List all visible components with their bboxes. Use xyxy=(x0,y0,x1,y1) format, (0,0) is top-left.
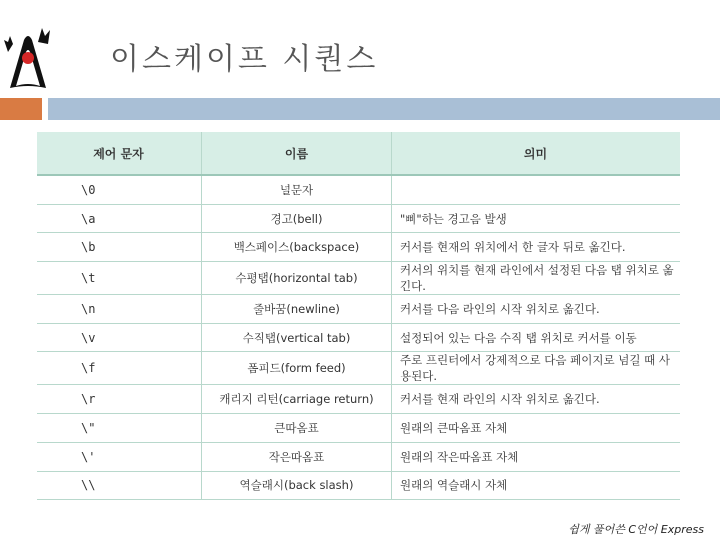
cell-meaning: 커서의 위치를 현재 라인에서 설정된 다음 탭 위치로 옮긴다. xyxy=(392,262,681,295)
cell-code: \f xyxy=(37,352,202,385)
cell-name: 경고(bell) xyxy=(202,204,392,233)
cell-name: 역슬래시(back slash) xyxy=(202,471,392,500)
cell-meaning: 설정되어 있는 다음 수직 탭 위치로 커서를 이동 xyxy=(392,323,681,352)
table-row xyxy=(37,233,680,262)
cell-code: \v xyxy=(37,323,202,352)
table-header-row xyxy=(37,132,680,175)
accent-bar-orange xyxy=(0,98,42,120)
cell-name: 널문자 xyxy=(202,175,392,204)
cell-name: 백스페이스(backspace) xyxy=(202,233,392,262)
table-row xyxy=(37,352,680,385)
cell-meaning: 커서를 다음 라인의 시작 위치로 옮긴다. xyxy=(392,295,681,324)
cell-meaning: 원래의 역슬래시 자체 xyxy=(392,471,681,500)
cell-meaning: "삐"하는 경고음 발생 xyxy=(392,204,681,233)
table-row xyxy=(37,385,680,414)
cell-code: \n xyxy=(37,295,202,324)
table-row xyxy=(37,175,680,204)
cell-code: \b xyxy=(37,233,202,262)
accent-bar-blue xyxy=(48,98,720,120)
cell-meaning: 원래의 작은따옴표 자체 xyxy=(392,442,681,471)
cell-code: \t xyxy=(37,262,202,295)
cell-name: 수직탭(vertical tab) xyxy=(202,323,392,352)
cell-name: 폼피드(form feed) xyxy=(202,352,392,385)
cell-code: \0 xyxy=(37,175,202,204)
column-header-control-char: 제어 문자 xyxy=(37,132,202,175)
table-row xyxy=(37,414,680,443)
table-row xyxy=(37,442,680,471)
cell-name: 줄바꿈(newline) xyxy=(202,295,392,324)
table-row xyxy=(37,323,680,352)
table-row xyxy=(37,295,680,324)
cell-name: 작은따옴표 xyxy=(202,442,392,471)
table-row xyxy=(37,471,680,500)
cell-meaning: 주로 프린터에서 강제적으로 다음 페이지로 넘길 때 사용된다. xyxy=(392,352,681,385)
escape-sequence-table xyxy=(37,132,680,500)
cell-code: \' xyxy=(37,442,202,471)
footer-book-title: 쉽게 풀어쓴 C언어 Express xyxy=(568,523,704,536)
column-header-meaning: 의미 xyxy=(392,132,681,175)
cell-meaning xyxy=(392,175,681,204)
cell-code: \r xyxy=(37,385,202,414)
cell-meaning: 커서를 현재의 위치에서 한 글자 뒤로 옮긴다. xyxy=(392,233,681,262)
java-duke-logo xyxy=(2,22,54,94)
table-row xyxy=(37,204,680,233)
cell-meaning: 커서를 현재 라인의 시작 위치로 옮긴다. xyxy=(392,385,681,414)
cell-code: \" xyxy=(37,414,202,443)
cell-name: 수평탭(horizontal tab) xyxy=(202,262,392,295)
cell-code: \a xyxy=(37,204,202,233)
cell-code: \\ xyxy=(37,471,202,500)
page-title: 이스케이프 시퀀스 xyxy=(110,42,379,77)
cell-name: 캐리지 리턴(carriage return) xyxy=(202,385,392,414)
cell-meaning: 원래의 큰따옴표 자체 xyxy=(392,414,681,443)
column-header-name: 이름 xyxy=(202,132,392,175)
cell-name: 큰따옴표 xyxy=(202,414,392,443)
table-row xyxy=(37,262,680,295)
